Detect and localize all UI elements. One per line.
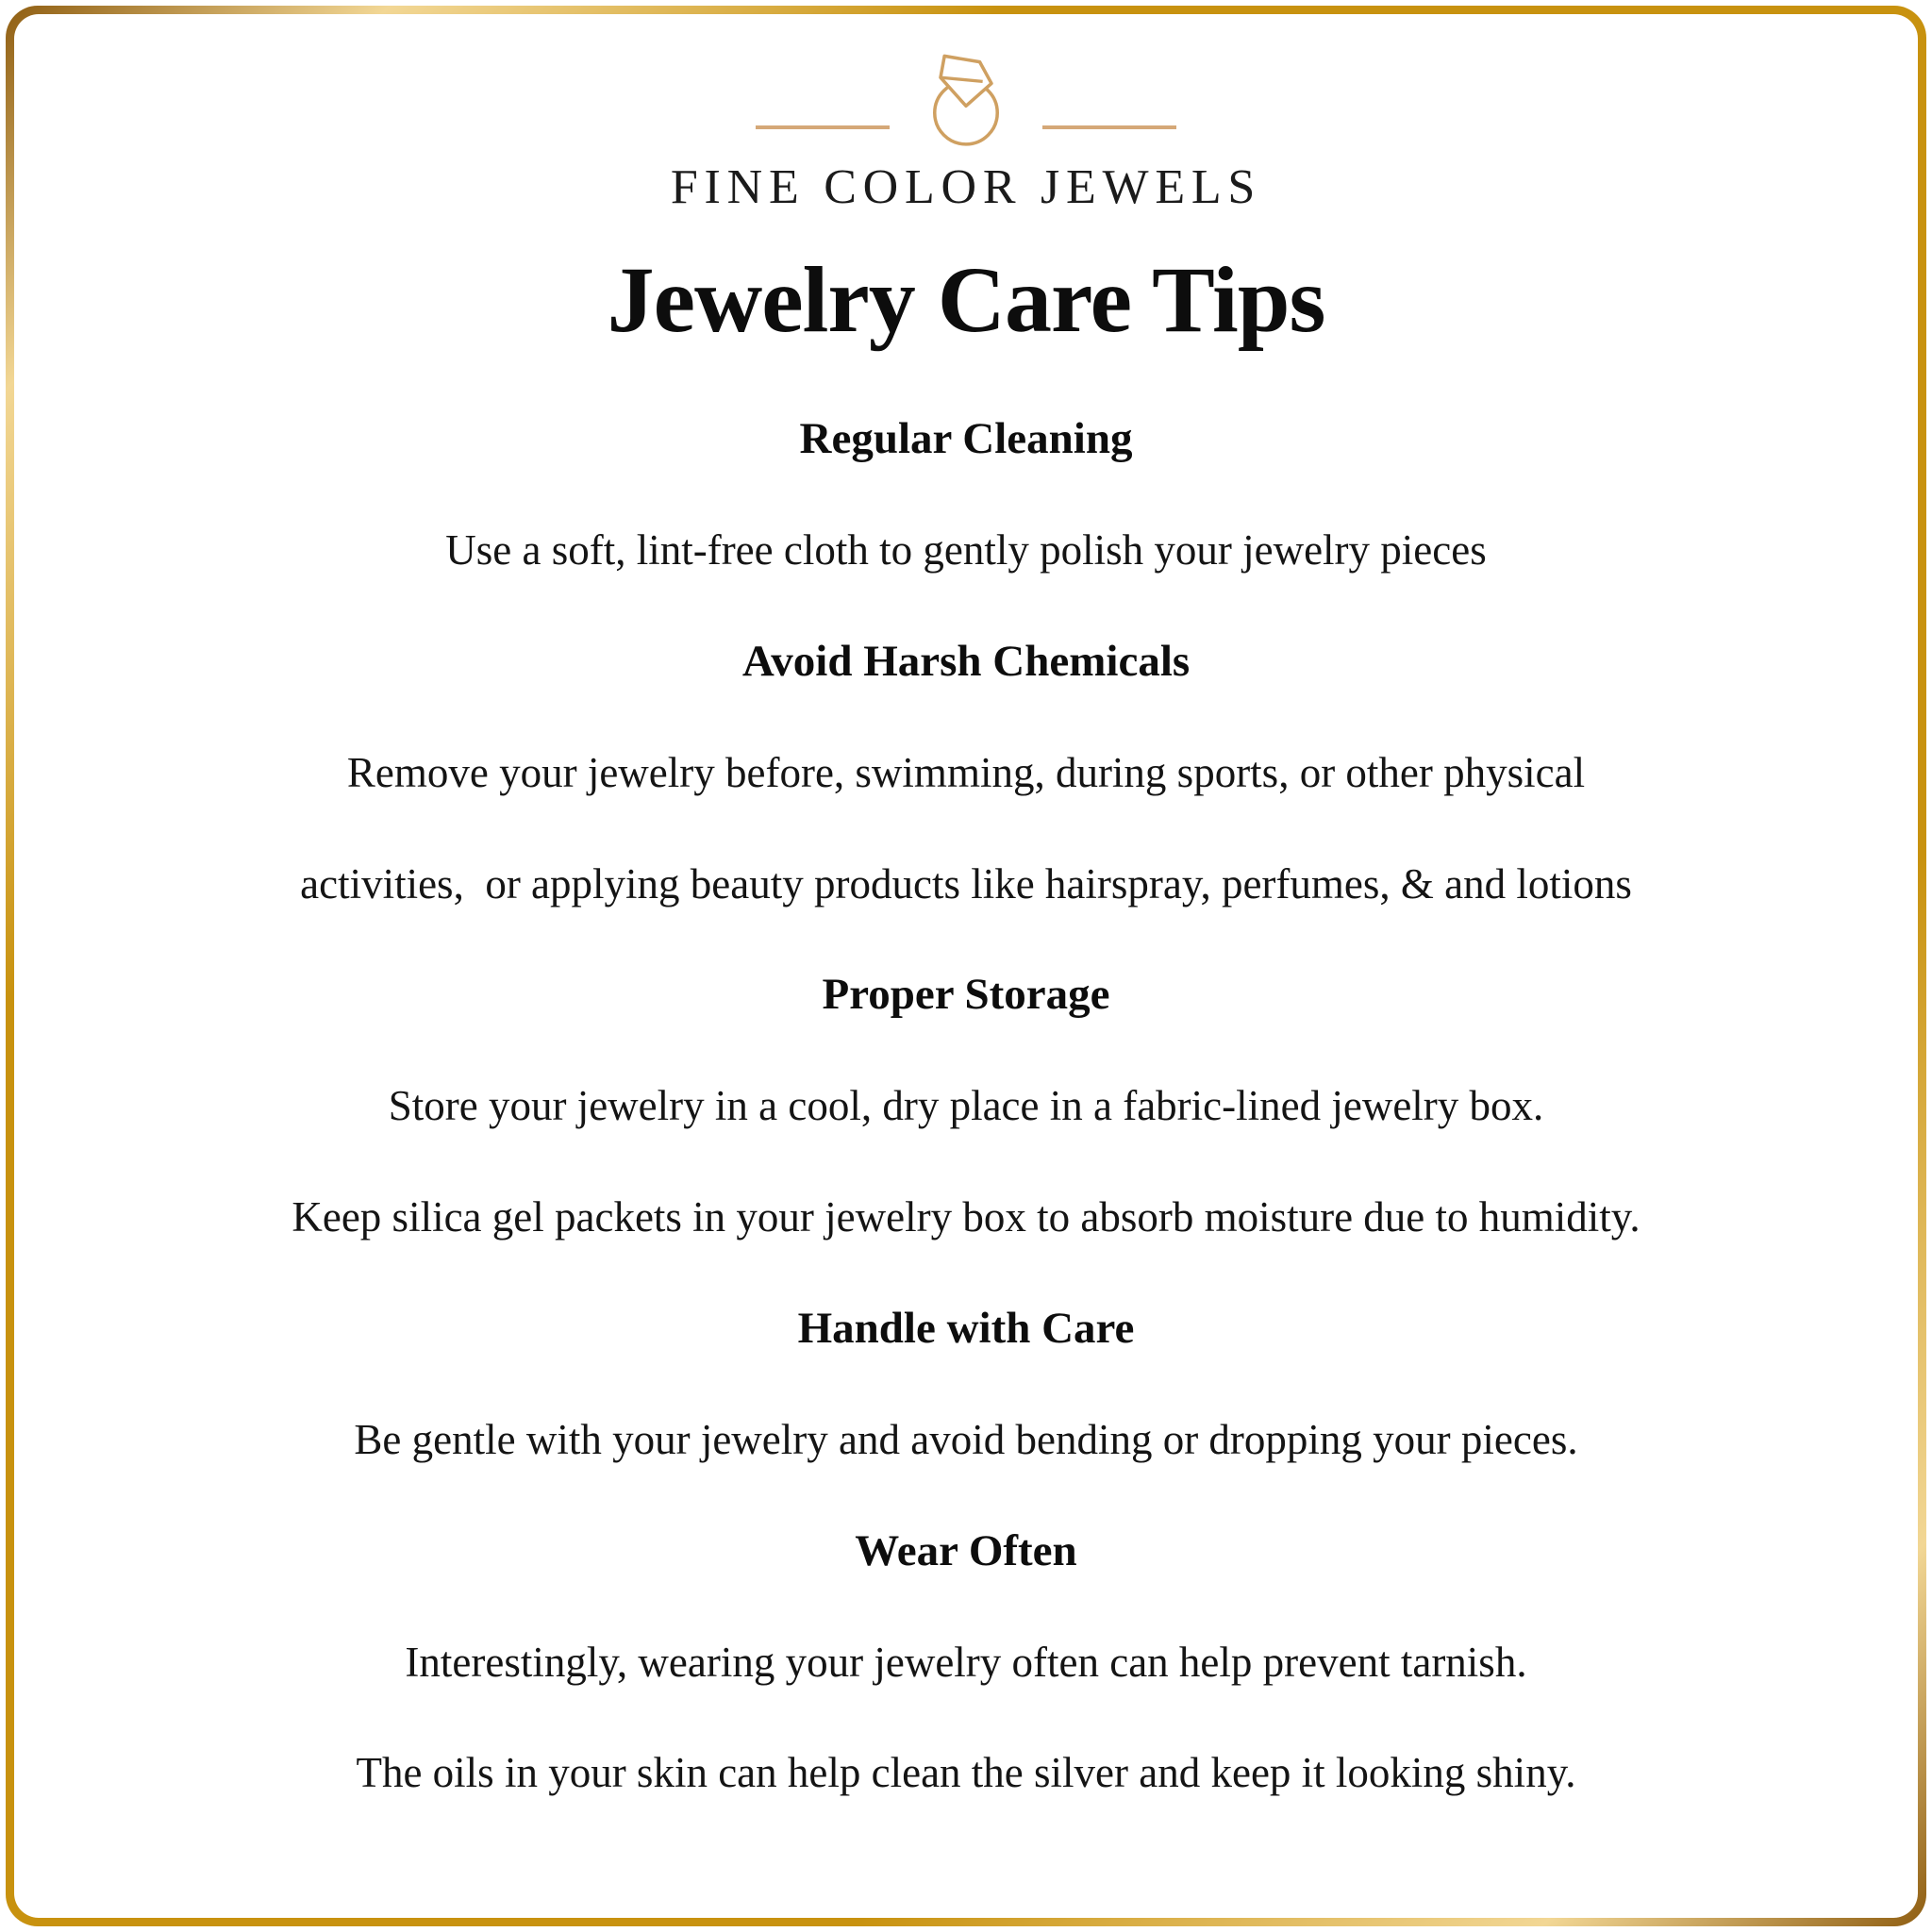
brand-name: FINE COLOR JEWELS: [670, 160, 1262, 214]
page-title: Jewelry Care Tips: [607, 247, 1325, 352]
brand-logo: [756, 46, 1176, 148]
section-heading-avoid-harsh-chemicals: Avoid Harsh Chemicals: [741, 636, 1191, 686]
section-text-line: activities, or applying beauty products like hairspray, perfumes, & and lotions: [300, 859, 1632, 908]
gold-border-frame: [6, 6, 1926, 1926]
logo-left-rule: [756, 125, 890, 129]
section-text-line: The oils in your skin can help clean the silver and keep it looking shiny.: [356, 1749, 1576, 1797]
section-text-line: Keep silica gel packets in your jewelry box to absorb moisture due to humidity.: [291, 1193, 1641, 1241]
section-heading-handle-with-care: Handle with Care: [797, 1303, 1135, 1353]
section-text-line: Store your jewelry in a cool, dry place in a fabric-lined jewelry box.: [388, 1082, 1544, 1130]
section-heading-regular-cleaning: Regular Cleaning: [799, 414, 1133, 463]
section-heading-wear-often: Wear Often: [855, 1525, 1077, 1575]
logo-right-rule: [1042, 125, 1176, 129]
section-text-line: Use a soft, lint-free cloth to gently polish your jewelry pieces: [445, 526, 1487, 575]
diamond-ring-icon: [914, 46, 1018, 148]
section-text-line: Be gentle with your jewelry and avoid bending or dropping your pieces.: [354, 1415, 1578, 1463]
page: [14, 14, 1918, 1918]
section-heading-proper-storage: Proper Storage: [822, 970, 1110, 1020]
section-text-line: Remove your jewelry before, swimming, during sports, or other physical: [346, 748, 1586, 796]
section-text-line: Interestingly, wearing your jewelry often can help prevent tarnish.: [405, 1638, 1527, 1686]
